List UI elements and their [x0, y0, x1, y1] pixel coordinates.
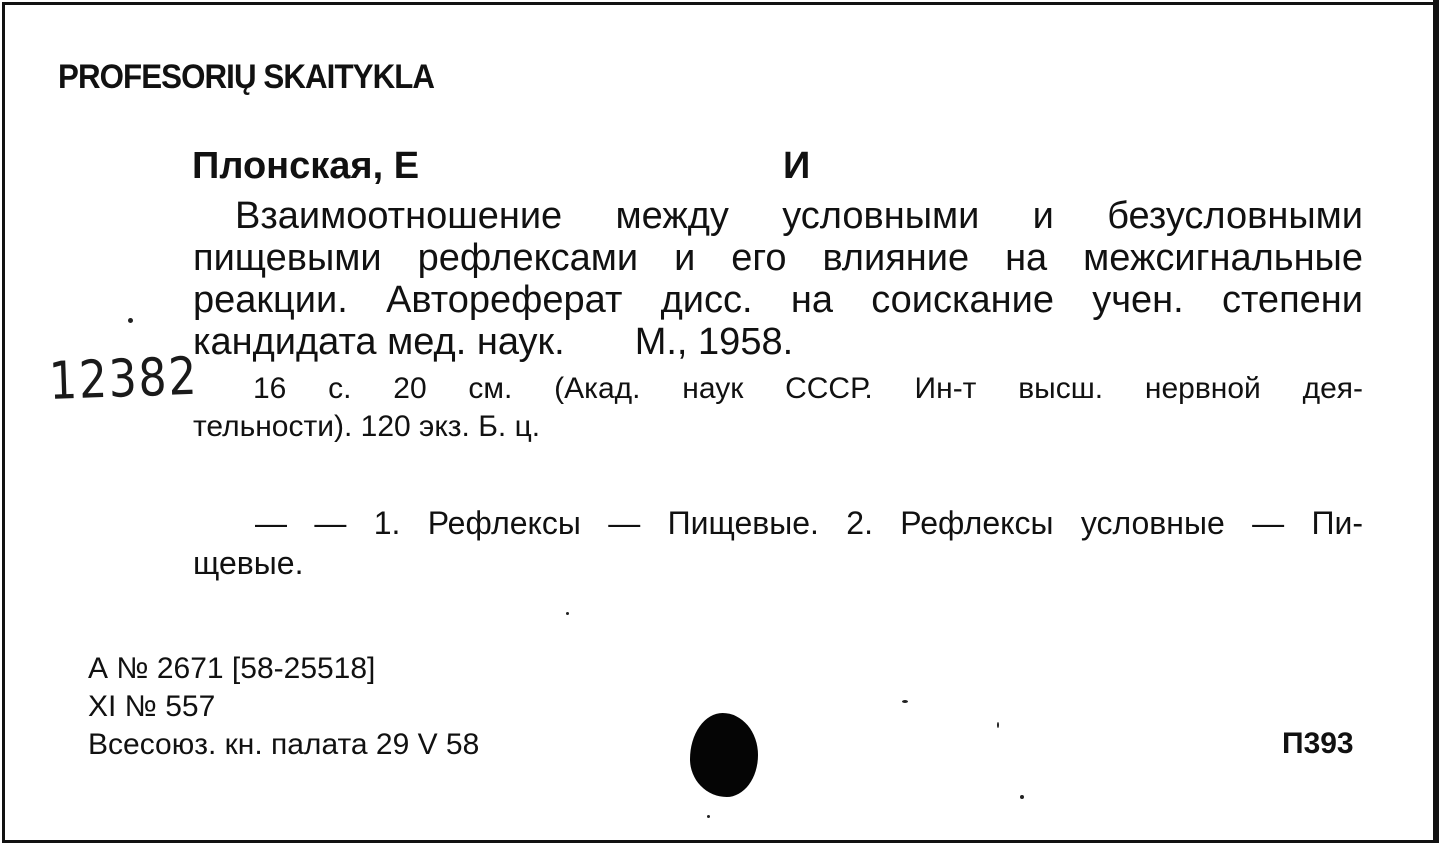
tracing-line: щевые.	[193, 545, 304, 581]
speck	[902, 700, 908, 703]
collation-block	[193, 370, 1363, 446]
handwritten-number: 12382	[48, 346, 200, 412]
speck	[707, 815, 710, 818]
title-last-line	[193, 321, 1363, 363]
card-edge-shadow	[1433, 0, 1439, 843]
title-block	[193, 195, 1363, 363]
speck	[1020, 795, 1024, 799]
title-line: Взаимоотношение между условными и безусловными	[235, 195, 1363, 237]
imprint: М., 1958.	[634, 321, 794, 363]
library-stamp: PROFESORIŲ SKAITYKLA	[58, 58, 435, 96]
title-line: кандидата мед. наук.	[193, 321, 565, 363]
title-line: пищевыми рефлексами и его влияние на межсигнальные	[193, 237, 1363, 279]
class-code: П393	[1282, 727, 1354, 760]
footer-line: Всесоюз. кн. палата 29 V 58	[88, 728, 480, 761]
footer-line: XI № 557	[88, 690, 216, 723]
footer-line: А № 2671 [58-25518]	[88, 652, 376, 685]
collation-line: 16 с. 20 см. (Акад. наук СССР. Ин-т высш. нервной дея-	[253, 372, 1363, 405]
speck	[566, 612, 569, 615]
card-footer	[88, 650, 479, 764]
subject-tracings	[193, 503, 1363, 583]
author-initial: И	[783, 145, 811, 187]
speck	[128, 318, 133, 323]
speck	[997, 722, 999, 728]
punch-hole	[690, 713, 758, 797]
collation-line: тельности). 120 экз. Б. ц.	[193, 410, 541, 443]
author-surname: Плонская, Е	[192, 145, 420, 187]
title-line: реакции. Автореферат дисс. на соискание учен. степени	[193, 279, 1363, 321]
tracing-line: — — 1. Рефлексы — Пищевые. 2. Рефлексы условные — Пи-	[255, 505, 1363, 541]
